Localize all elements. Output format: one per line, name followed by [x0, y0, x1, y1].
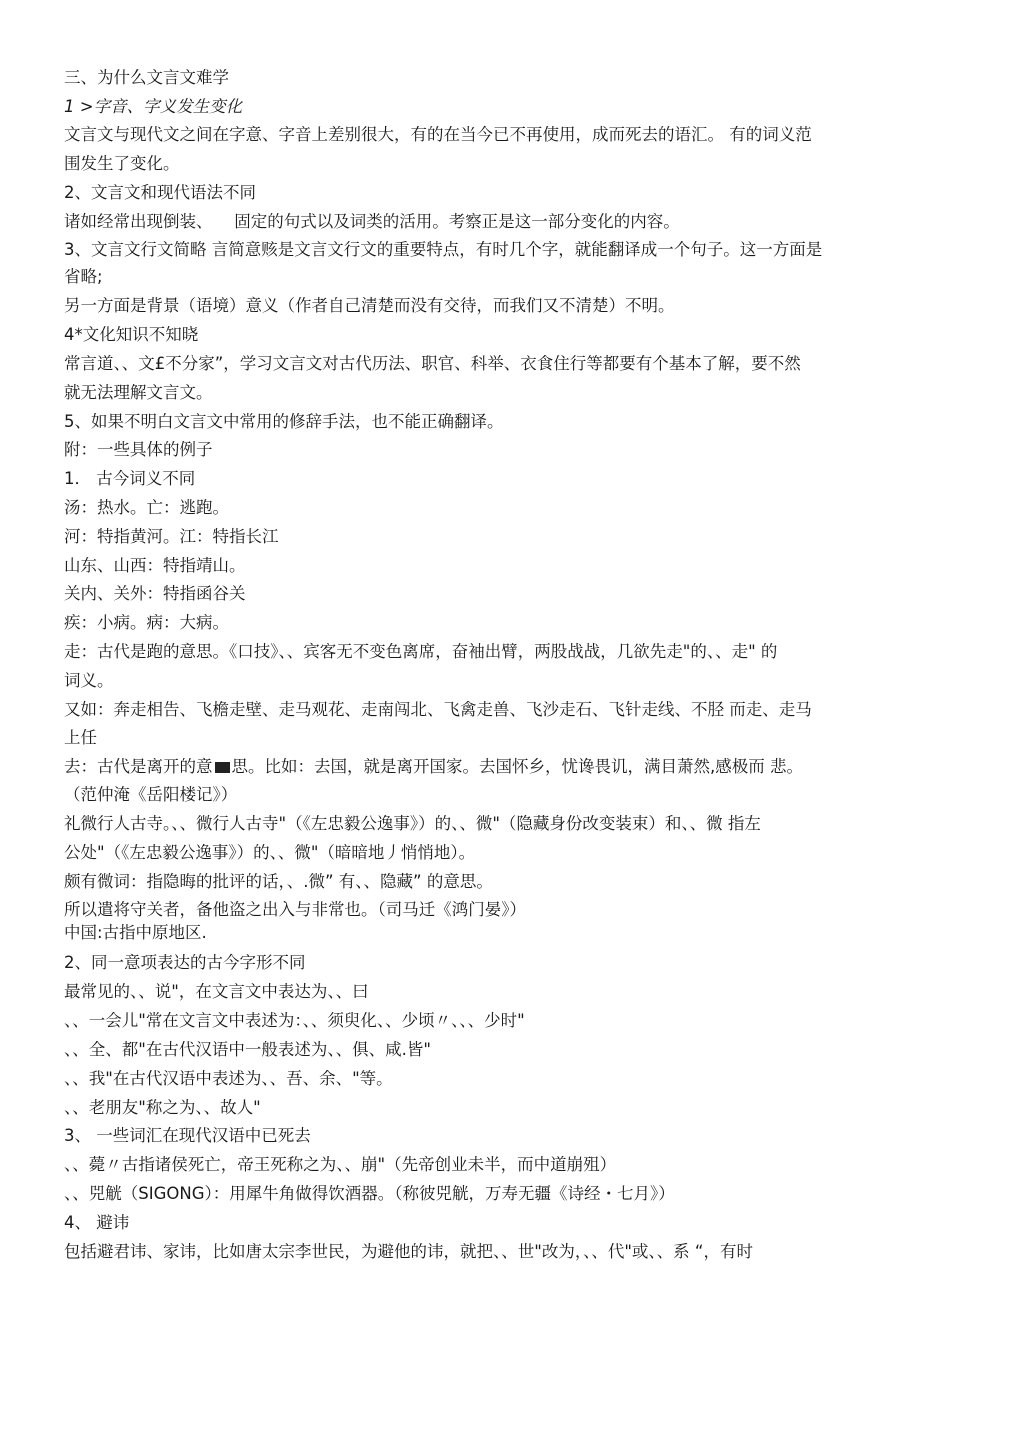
paragraph-line: 围发生了变化。	[64, 154, 180, 173]
section-heading: 三、为什么文言文难学	[64, 68, 229, 87]
paragraph-line: 常言道、、文£不分家”，学习文言文对古代历法、职官、科举、衣食住行等都要有个基本了解，要不然	[64, 354, 801, 373]
example-line: 、、全、都"在古代汉语中一般表述为、、俱、咸.皆"	[64, 1040, 431, 1059]
example-line: 中国:古指中原地区.	[64, 923, 207, 942]
example-line: 所以遣将守关者，备他盗之出入与非常也。（司马迁《鸿门晏》）	[64, 900, 526, 919]
example-line: 词义。	[64, 671, 114, 690]
subheading: 1 >字音、字义发生变化	[64, 97, 243, 116]
example-line-part: 思。比如：去国，就是离开国家。去国怀乡，忧谗畏讥，满目萧然,感极而 悲。	[231, 757, 803, 776]
paragraph-line: 包括避君讳、家讳，比如唐太宗李世民，为避他的讳，就把、、世"改为，、、代"或、、系 “，有时	[64, 1242, 753, 1261]
example-line: 公处"（《左忠毅公逸事》）的、、微"（暗暗地丿悄悄地）。	[64, 843, 476, 862]
example-line-part: 去：古代是离开的意	[64, 757, 213, 776]
example-line: 汤：热水。亡：逃跑。	[64, 498, 229, 517]
example-line: 走：古代是跑的意思。《口技》、、宾客无不变色离席，奋袖出臂，两股战战，几欲先走"的、、走" 的	[64, 642, 778, 661]
example-line: 、、薨〃古指诸侯死亡，帝王死称之为、、崩"（先帝创业未半，而中道崩殂）	[64, 1155, 617, 1174]
redaction-mark-icon	[215, 762, 230, 773]
example-line: 、、兕觥（SIGONG）：用犀牛角做得饮酒器。（称彼兕觥，万寿无疆《诗经・七月》）	[64, 1184, 675, 1203]
paragraph-line: 3、文言文行文简略 言简意赅是文言文行文的重要特点，有时几个字，就能翻译成一个句子。这一方面是	[64, 240, 823, 259]
paragraph-line: 省略;	[64, 267, 103, 286]
subheading: 1． 古今词义不同	[64, 469, 196, 488]
example-line: 颇有微词：指隐晦的批评的话，、.微” 有、、隐藏” 的意思。	[64, 872, 493, 891]
example-line: 又如：奔走相告、飞檐走壁、走马观花、走南闯北、飞禽走兽、飞沙走石、飞针走线、不胫 而走、走马	[64, 700, 812, 719]
example-line: 山东、山西：特指靖山。	[64, 556, 246, 575]
subheading: 2、同一意项表达的古今字形不同	[64, 953, 306, 972]
example-line: 礼微行人古寺。、、微行人古寺"（《左忠毅公逸事》）的、、微"（隐藏身份改变装束）和、、微 指左	[64, 814, 761, 833]
example-line: 、、一会儿"常在文言文中表述为：、、须臾化、、少顷〃、、、少时"	[64, 1011, 525, 1030]
example-line: 疾：小病。病：大病。	[64, 613, 229, 632]
paragraph-line: 诸如经常出现倒装、 固定的句式以及词类的活用。考察正是这一部分变化的内容。	[64, 212, 680, 231]
subheading: 5、如果不明白文言文中常用的修辞手法，也不能正确翻译。	[64, 412, 504, 431]
subheading: 附：一些具体的例子	[64, 440, 213, 459]
subheading: 4、 避讳	[64, 1213, 130, 1232]
paragraph-line: 文言文与现代文之间在字意、字音上差别很大，有的在当今已不再使用，成而死去的语汇。 有的词义范	[64, 125, 812, 144]
example-line: 、、我"在古代汉语中表述为、、吾、余、"等。	[64, 1069, 393, 1088]
paragraph-line: 就无法理解文言文。	[64, 383, 213, 402]
subheading: 2、文言文和现代语法不同	[64, 183, 256, 202]
example-line: 最常见的、、说"，在文言文中表达为、、曰	[64, 982, 369, 1001]
example-line	[64, 755, 964, 779]
example-line: （范仲淹《岳阳楼记》）	[64, 785, 238, 804]
subheading: 4*文化知识不知晓	[64, 325, 199, 344]
example-line: 关内、关外：特指函谷关	[64, 584, 246, 603]
example-line: 河：特指黄河。江：特指长江	[64, 527, 279, 546]
paragraph-line: 另一方面是背景（语境）意义（作者自己清楚而没有交待，而我们又不清楚）不明。	[64, 296, 675, 315]
example-line: 上任	[64, 728, 97, 747]
example-line: 、、老朋友"称之为、、故人"	[64, 1098, 261, 1117]
subheading: 3、 一些词汇在现代汉语中已死去	[64, 1126, 311, 1145]
